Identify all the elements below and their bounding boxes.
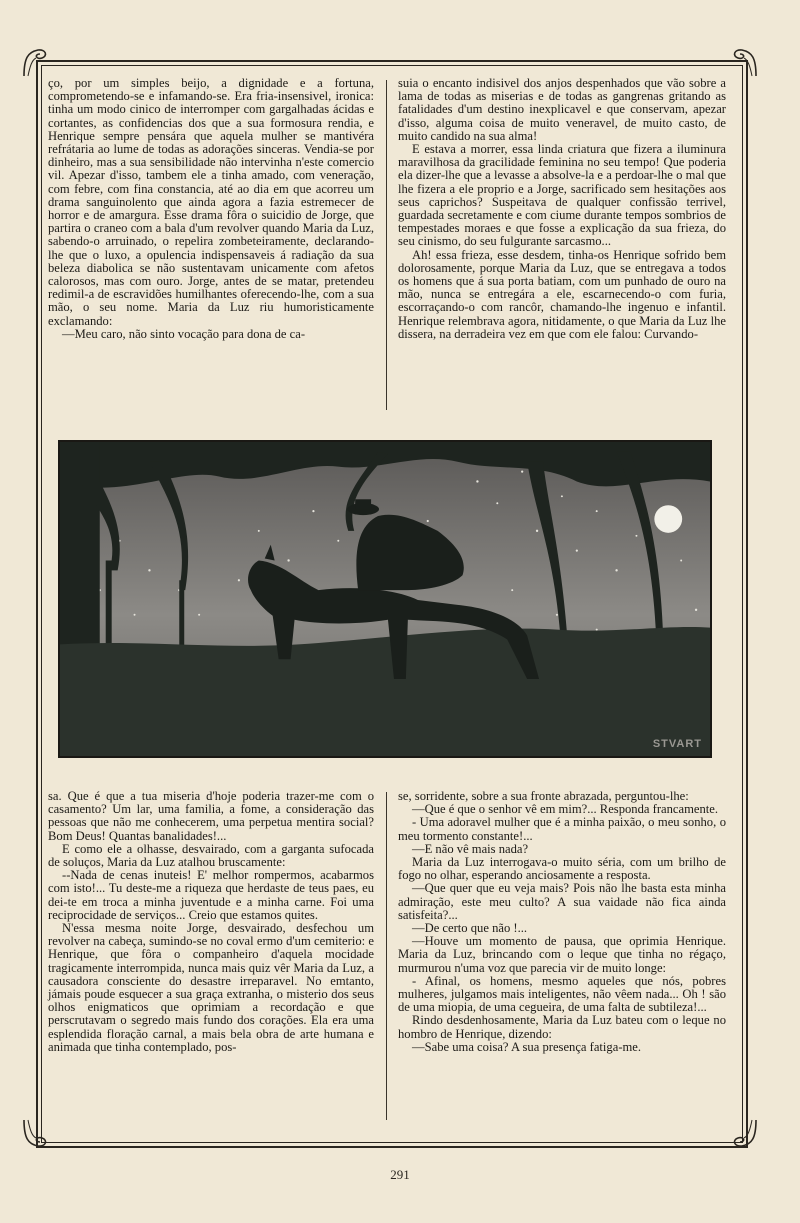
text-column-top-right — [398, 77, 726, 341]
text-column-bottom-right — [398, 790, 726, 1054]
text-column-bottom-left — [48, 790, 374, 1054]
paragraph: Maria da Luz interrogava-o muito séria, com um brilho de fogo no olhar, esperando anciosamente a resposta. — [398, 855, 726, 883]
paragraph: - Afinal, os homens, mesmo aqueles que nós, pobres mulheres, julgamos mais inteligentes, não vêem nada... Oh ! são de uma miopia, de uma cegueira, de uma falta de subtileza!... — [398, 973, 726, 1015]
paragraph: --Nada de cenas inuteis! E' melhor rompermos, acabarmos com isto!... Tu deste-me a riqueza que herdaste de teus paes, eu dei-te em troca a minha juventude e a minha carne. Foi uma reciprocidade de serviços... Creio que estamos quites. — [48, 868, 374, 922]
paragraph: —De certo que não !... — [412, 921, 528, 936]
corner-ornament-top-right — [728, 46, 762, 80]
paragraph: Ah! essa frieza, esse desdem, tinha-os Henrique sofrido bem dolorosamente, porque Maria da Luz, que se entregava a todos os homens que á sua porta batiam, com um punhado de ouro na mão, nunca se entregára a ele, escarnecendo-o com furia, escorraçando-o com rancôr, chamando-lhe ingenuo e infantil. Henrique relembrava agora, nitidamente, o que Maria da Luz lhe dissera, na derradeira vez em que com ele falou: Curvando- — [398, 247, 726, 341]
paragraph: —Que quer que eu veja mais? Pois não lhe basta esta minha admiração, este meu culto? A sua vaidade não fica ainda satisfeita?... — [398, 881, 726, 922]
paragraph: E estava a morrer, essa linda criatura que fizera a iluminura maravilhosa da gracilidade feminina no seu tempo! Que poderia ela dizer-lhe que a levasse a absolve-la e a perdoar-lhe o mal que lhe fizera a ele proprio e a Jorge, sacrificado sem hesitações aos seus caprichos? Suspeitava de qualquer confissão terrivel, guardada secretamente e com ciume durante tempos sombrios de tempestades moraes e que fosse a explicação da sua frieza, do seu cinismo, do seu fulgurante sarcasmo... — [398, 142, 726, 249]
night-rider-illustration — [58, 440, 712, 758]
artist-signature: STVART — [652, 738, 702, 750]
corner-ornament-top-left — [18, 46, 52, 80]
corner-ornament-bottom-left — [18, 1116, 52, 1150]
paragraph: sa. Que é que a tua miseria d'hoje poderia trazer-me com o casamento? Um lar, uma familia, a fome, a consideração das pessoas que não me conhecerem, uma perpetua mentira social? Bom Deus! Quantas banalidades!... — [48, 789, 374, 843]
paragraph: N'essa mesma noite Jorge, desvairado, desfechou um revolver na cabeça, sumindo-se no coval ermo d'um cemiterio: e Henrique, que fôra o companheiro d'aquela mocidade tragicamente interrompida, nunca mais quiz vêr Maria da Luz, a causadora consciente do desastre irreparavel. No emtanto, jámais poude esquecer a sua graça extranha, o misterio dos seus olhos enigmaticos que oprimiam a recordação e que perscrutavam o segredo mais fundo dos corações. Ela era uma esplendida floração carnal, a mais bela obra de arte humana e animada que tinha contemplado, pos- — [48, 921, 374, 1054]
rider-silhouette-image — [60, 442, 710, 756]
page-number: 291 — [390, 1167, 410, 1182]
column-divider-top — [386, 80, 387, 410]
moon — [654, 505, 682, 533]
paragraph: se, sorridente, sobre a sua fronte abrazada, perguntou-lhe: — [398, 789, 689, 803]
paragraph: —Que é que o senhor vê em mim?... Responda francamente. — [412, 802, 718, 817]
paragraph: —Meu caro, não sinto vocação para dona de ca- — [62, 326, 306, 341]
paragraph: ço, por um simples beijo, a dignidade e a fortuna, comprometendo-se e infamando-se. Era fria-insensivel, ironica: tinha um modo cinico de interromper com gargalhadas ácidas e cortantes, as confidencias dos que a sua formosura rendia, e Henrique sempre pensára que aquela mulher se mantivéra refrátaria ao lume de todas as adorações sinceras. Vendia-se por dinheiro, mas a sua sensibilidade não intervinha n'este comercio vil. Apezar d'isso, tambem ele a tinha amado, com veneração, com febre, com fina constancia, até ao dia em que acorreu um drama sanguinolento que ainda agora a fazia estremecer de horror e de amargura. Esse drama fôra o suicidio de Jorge, que partira o craneo com a bala d'um revolver quando Maria da Luz, sabendo-o arruinado, o repelira zombeteiramente, declarando-lhe que o luxo, a opulencia indispensaveis á radiação da sua beleza diabolica se não sustentavam unicamente com afetos calorosos, mas com ouro. Jorge, antes de se matar, pretendeu redimil-a de escravidões humilhantes oferecendo-lhe, com a sua mão, o seu nome. Maria da Luz riu humoristicamente exclamando: — [48, 76, 374, 328]
column-divider-bottom — [386, 792, 387, 1120]
paragraph: - Uma adoravel mulher que é a minha paixão, o meu sonho, o meu tormento constante!... — [398, 815, 726, 843]
paragraph: suia o encanto indisivel dos anjos despenhados que vão sobre a lama de todas as miserias e de todas as gangrenas gritando as fatalidades d'um destino inexplicavel e que conservam, apezar d'isso, alguma coisa de muito veneravel, de muito casto, de muito candido na sua alma! — [398, 76, 726, 143]
ground — [60, 627, 710, 756]
paragraph: —Houve um momento de pausa, que oprimia Henrique. Maria da Luz, brincando com o leque que tinha no régaço, murmurou n'uma voz que parecia vir de muito longe: — [398, 934, 726, 975]
paragraph: E como ele a olhasse, desvairado, com a garganta sufocada de soluços, Maria da Luz atalhou bruscamente: — [48, 841, 374, 870]
paragraph: —Sabe uma coisa? A sua presença fatiga-me. — [412, 1039, 642, 1054]
paragraph: —E não vê mais nada? — [412, 841, 529, 856]
text-column-top-left — [48, 77, 374, 341]
paragraph: Rindo desdenhosamente, Maria da Luz bateu com o leque no hombro de Henrique, dizendo: — [398, 1013, 726, 1041]
corner-ornament-bottom-right — [728, 1116, 762, 1150]
